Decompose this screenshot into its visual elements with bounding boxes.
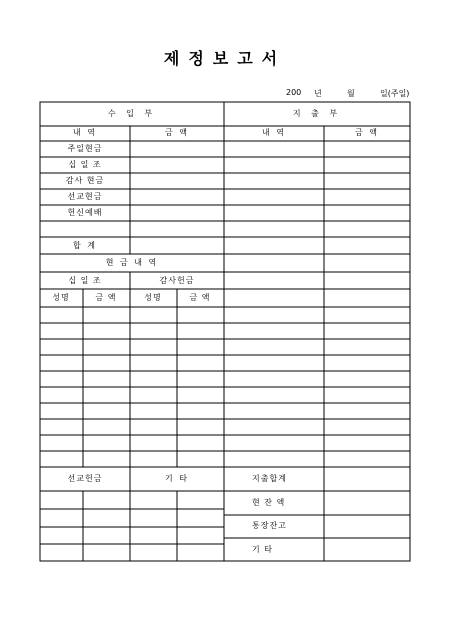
other-label: 기 타: [165, 474, 189, 483]
year-value: 200: [286, 88, 302, 97]
cash-detail-tithe: 십 일 조: [68, 276, 102, 285]
cash-detail-tithe-name-col: 성명: [52, 293, 70, 302]
expense-col-amount: 금 액: [355, 128, 379, 137]
cash-detail-thanks-name-col: 성명: [144, 293, 162, 302]
income-item-mission: 선교현금: [67, 192, 103, 201]
current-balance-label: 현 잔 액: [252, 498, 286, 507]
income-total-label: 합 계: [73, 241, 97, 250]
cash-detail-thanks-amount-col: 금 액: [189, 293, 211, 302]
expense-col-item: 내 역: [262, 128, 286, 137]
mission-offering-label: 선교헌금: [67, 474, 103, 483]
cash-detail-thanks: 감사헌금: [159, 276, 195, 285]
income-item-tithe: 십 일 조: [68, 160, 102, 169]
table-outer-border: [40, 102, 410, 561]
expense-total-label: 지출합계: [252, 474, 287, 483]
cash-detail-header: 현 금 내 역: [105, 258, 159, 267]
income-col-amount: 금 액: [165, 128, 189, 137]
day-unit: 일(주일): [380, 89, 410, 98]
income-item-sunday: 주일현금: [67, 144, 103, 153]
year-unit: 년: [314, 89, 322, 98]
other-summary-label: 기 타: [252, 545, 273, 554]
cash-detail-tithe-amount-col: 금 액: [95, 293, 117, 302]
expense-section-header: 지 출 부: [292, 109, 342, 118]
month-unit: 월: [347, 89, 355, 98]
bank-balance-label: 통장잔고: [252, 521, 287, 530]
income-section-header: 수 입 부: [107, 109, 157, 118]
page-title: 제정보고서: [163, 49, 287, 68]
income-col-item: 내 역: [73, 128, 97, 137]
income-item-dedication: 헌신예배: [67, 208, 103, 217]
income-item-thanksgiving: 감사 현금: [65, 176, 105, 185]
